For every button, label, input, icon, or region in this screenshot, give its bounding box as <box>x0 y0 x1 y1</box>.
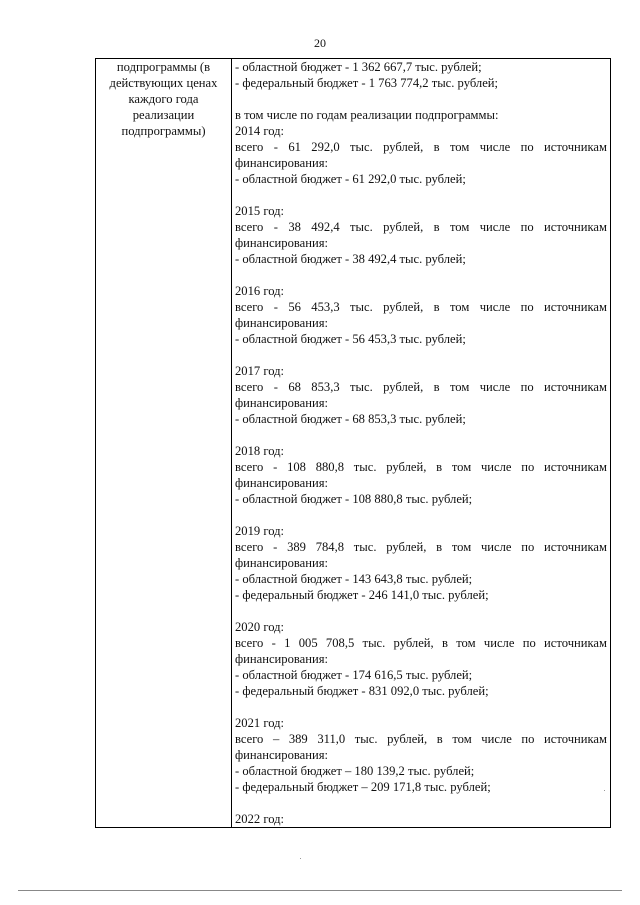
year-total: всего - 68 853,3 тыс. рублей, в том числе по источникам <box>235 380 607 394</box>
regional-budget-total: - областной бюджет - 1 362 667,7 тыс. рублей; <box>235 60 482 74</box>
sources-label: финансирования: <box>235 556 329 570</box>
scan-speck <box>300 858 301 859</box>
page-bottom-edge <box>18 890 622 891</box>
scan-speck <box>604 790 605 791</box>
year-block-2015 <box>235 203 607 267</box>
federal-budget-total: - федеральный бюджет - 1 763 774,2 тыс. рублей; <box>235 76 499 90</box>
sources-label: финансирования: <box>235 652 329 666</box>
source-line: - областной бюджет - 108 880,8 тыс. рублей; <box>235 492 473 506</box>
row-label-line: подпрограммы (в <box>116 60 211 74</box>
year-total: всего - 38 492,4 тыс. рублей, в том числе по источникам <box>235 220 607 234</box>
funding-table <box>95 58 611 828</box>
year-heading: 2019 год: <box>235 524 285 538</box>
year-block-2021 <box>235 715 607 795</box>
row-label-line: реализации <box>132 108 195 122</box>
year-block-2016 <box>235 283 607 347</box>
funding-details-cell <box>232 59 611 828</box>
source-line: - областной бюджет - 56 453,3 тыс. рублей; <box>235 332 466 346</box>
source-line: - областной бюджет - 61 292,0 тыс. рублей; <box>235 172 466 186</box>
source-line: - областной бюджет - 38 492,4 тыс. рублей; <box>235 252 466 266</box>
page-number: 20 <box>314 36 326 50</box>
year-total: всего - 108 880,8 тыс. рублей, в том числе по источникам <box>235 460 607 474</box>
sources-label: финансирования: <box>235 396 329 410</box>
source-line: - областной бюджет - 143 643,8 тыс. рублей; <box>235 572 473 586</box>
year-heading: 2020 год: <box>235 620 285 634</box>
source-line: - областной бюджет – 180 139,2 тыс. рублей; <box>235 764 475 778</box>
year-block-2017 <box>235 363 607 427</box>
row-label-line: подпрограммы) <box>121 124 206 138</box>
source-line: - федеральный бюджет – 209 171,8 тыс. рублей; <box>235 780 491 794</box>
year-heading: 2021 год: <box>235 716 285 730</box>
year-block-2018 <box>235 443 607 507</box>
sources-label: финансирования: <box>235 156 329 170</box>
year-total: всего - 56 453,3 тыс. рублей, в том числе по источникам <box>235 300 607 314</box>
year-heading: 2015 год: <box>235 204 285 218</box>
year-heading: 2014 год: <box>235 124 285 138</box>
year-total: всего – 389 311,0 тыс. рублей, в том числе по источникам <box>235 732 607 746</box>
row-label-cell <box>96 59 232 828</box>
sources-label: финансирования: <box>235 476 329 490</box>
row-label-line: действующих ценах <box>109 76 218 90</box>
source-line: - областной бюджет - 174 616,5 тыс. рублей; <box>235 668 473 682</box>
year-block-2020 <box>235 619 607 699</box>
sources-label: финансирования: <box>235 236 329 250</box>
source-line: - федеральный бюджет - 246 141,0 тыс. рублей; <box>235 588 489 602</box>
source-line: - областной бюджет - 68 853,3 тыс. рублей; <box>235 412 466 426</box>
year-heading-2022: 2022 год: <box>235 812 285 826</box>
year-heading: 2018 год: <box>235 444 285 458</box>
year-total: всего - 1 005 708,5 тыс. рублей, в том числе по источникам <box>235 636 607 650</box>
sources-label: финансирования: <box>235 748 329 762</box>
year-heading: 2016 год: <box>235 284 285 298</box>
row-label-line: каждого года <box>128 92 199 106</box>
year-heading: 2017 год: <box>235 364 285 378</box>
years-intro: в том числе по годам реализации подпрограммы: <box>235 108 499 122</box>
year-total: всего - 61 292,0 тыс. рублей, в том числе по источникам <box>235 140 607 154</box>
table-row <box>96 59 611 828</box>
year-block-2014 <box>235 123 607 187</box>
year-total: всего - 389 784,8 тыс. рублей, в том числе по источникам <box>235 540 607 554</box>
source-line: - федеральный бюджет - 831 092,0 тыс. рублей; <box>235 684 489 698</box>
sources-label: финансирования: <box>235 316 329 330</box>
year-block-2019 <box>235 523 607 603</box>
